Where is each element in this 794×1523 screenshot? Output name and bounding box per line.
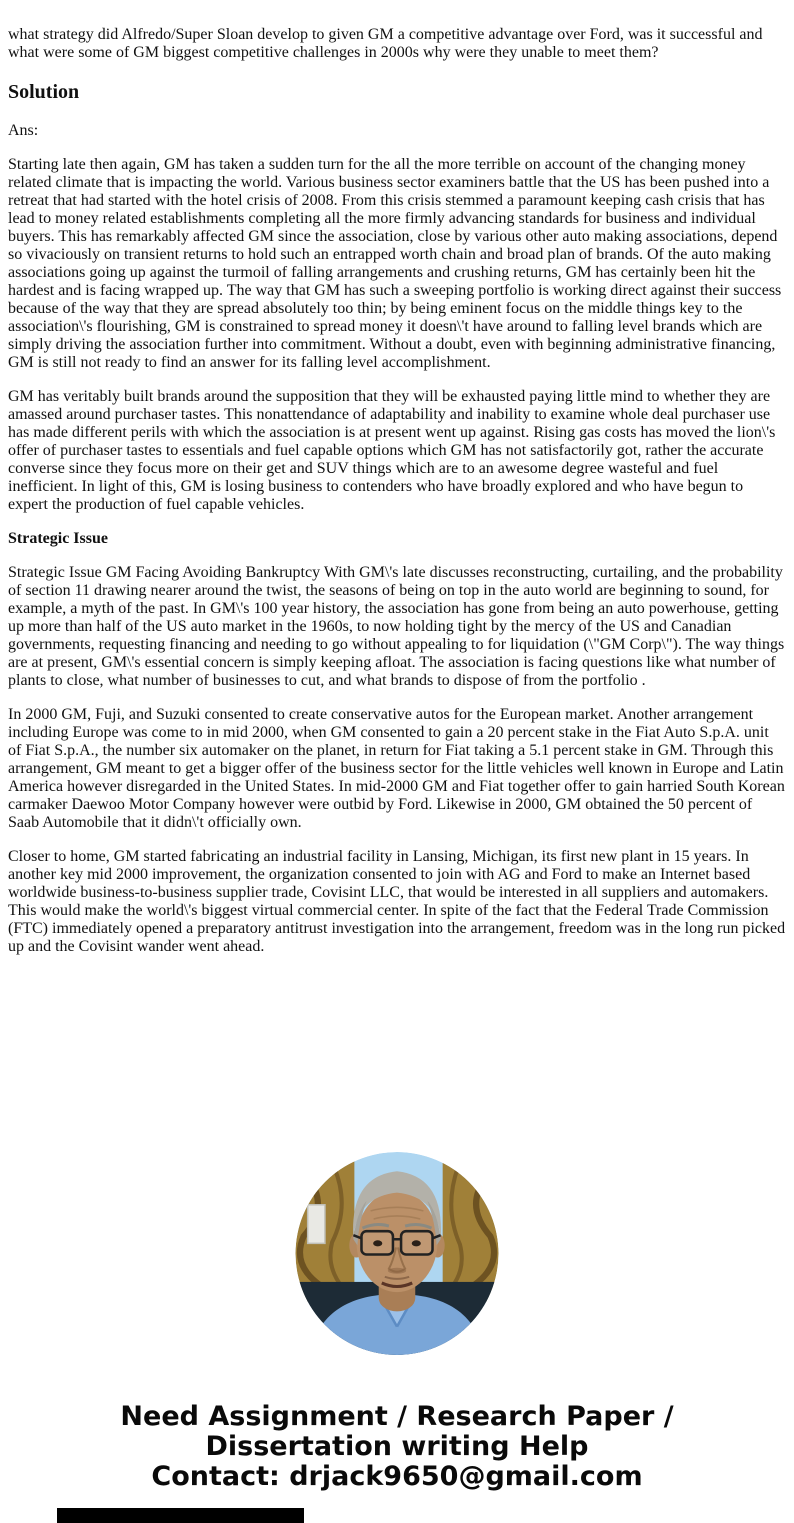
answer-paragraph-5: Closer to home, GM started fabricating an industrial facility in Lansing, Michigan, its first new plant in 15 years. In another key mid 2000 improvement, the organization consented to join with AG and Ford to make an Internet based worldwide business-to-business supplier trade, Covisint LLC, that would be interested in all suppliers and automakers. This would make the world\'s biggest virtual commercial center. In spite of the fact that the Federal Trade Commission (FTC) immediately opened a preparatory antitrust investigation into the arrangement, freedom was in the long run picked up and the Covisint wander went ahead. [8,848,786,955]
question-text: what strategy did Alfredo/Super Sloan develop to given GM a competitive advantage over Ford, was it successful and what were some of GM biggest competitive challenges in 2000s why were they unable to meet them? [8,26,763,61]
answer-paragraph-3: Strategic Issue GM Facing Avoiding Bankruptcy With GM\'s late discusses reconstructing, curtailing, and the probability of section 11 drawing nearer around the twist, the seasons of being on top in the auto world are beginning to sound, for example, a myth of the past. In GM\'s 100 year history, the association has gone from being an auto powerhouse, getting up more than half of the US auto market in the 1960s, to now holding tight by the mercy of the US and Canadian governments, requesting financing and needing to go without appealing to for liquidation (\"GM Corp\"). The way things are at present, GM\'s essential concern is simply keeping afloat. The association is facing questions like what number of plants to close, what number of businesses to cut, and what brands to dispose of from the portfolio . [8,564,785,689]
answer-paragraph-2: GM has veritably built brands around the supposition that they will be exhausted paying little mind to whether they are amassed around purchaser tastes. This nonattendance of adaptability and inability to examine whole deal purchaser use has made different perils with which the association is at present went up against. Rising gas costs has moved the lion\'s offer of purchaser tastes to essentials and fuel capable options which GM has not satisfactorily got, rather the accurate converse since they focus more on their get and SUV things which are to an awesome degree wasteful and fuel inefficient. In light of this, GM is losing business to contenders who have broadly explored and who have begun to expert the production of fuel capable vehicles. [8,388,776,513]
elderly-man-portrait-illustration [296,1152,499,1355]
answer-label: Ans: [8,122,39,139]
strategic-issue-heading: Strategic Issue [8,530,108,547]
footer-banner [0,1402,794,1492]
footer-contact-email: Contact: drjack9650@gmail.com [151,1461,643,1492]
answer-paragraph-1: Starting late then again, GM has taken a sudden turn for the all the more terrible on account of the changing money related climate that is impacting the world. Various business sector examiners battle that the US has been pushed into a retreat that had started with the hotel crisis of 2008. From this crisis stemmed a paramount keeping cash crisis that has lead to money related establishments completing all the more firmly advancing standards for business and individual buyers. This has remarkably affected GM since the association, close by various other auto making associations, depend so vivaciously on transient returns to hold such an entrapped worth chain and broad plan of brands. Of the auto making associations going up against the turmoil of falling arrangements and crushing returns, GM has certainly been hit the hardest and is facing wrapped up. The way that GM has such a sweeping portfolio is working direct against their success because of the way that they are spread absolutely too thin; by being eminent focus on the middle things key to the association\'s flourishing, GM is constrained to spread money it doesn\'t have around to falling level brands which are simply driving the association further into commitment. Without a doubt, even with beginning administrative financing, GM is still not ready to find an answer for its falling level accomplishment. [8,156,782,371]
bottom-black-bar [57,1508,304,1523]
footer-help-text: Need Assignment / Research Paper / Dissertation writing Help [120,1401,674,1462]
person-avatar [296,1152,499,1355]
answer-paragraph-4: In 2000 GM, Fuji, and Suzuki consented to create conservative autos for the European market. Another arrangement including Europe was come to in mid 2000, when GM consented to gain a 20 percent stake in the Fiat Auto S.p.A. unit of Fiat S.p.A., the number six automaker on the planet, in return for Fiat taking a 5.1 percent stake in GM. Through this arrangement, GM meant to get a bigger offer of the business sector for the little vehicles well known in Europe and Latin America however disregarded in the United States. In mid-2000 GM and Fiat together offer to gain harried South Korean carmaker Daewoo Motor Company however were outbid by Ford. Likewise in 2000, GM obtained the 50 percent of Saab Automobile that it didn\'t officially own. [8,706,785,831]
solution-heading: Solution [8,81,80,103]
